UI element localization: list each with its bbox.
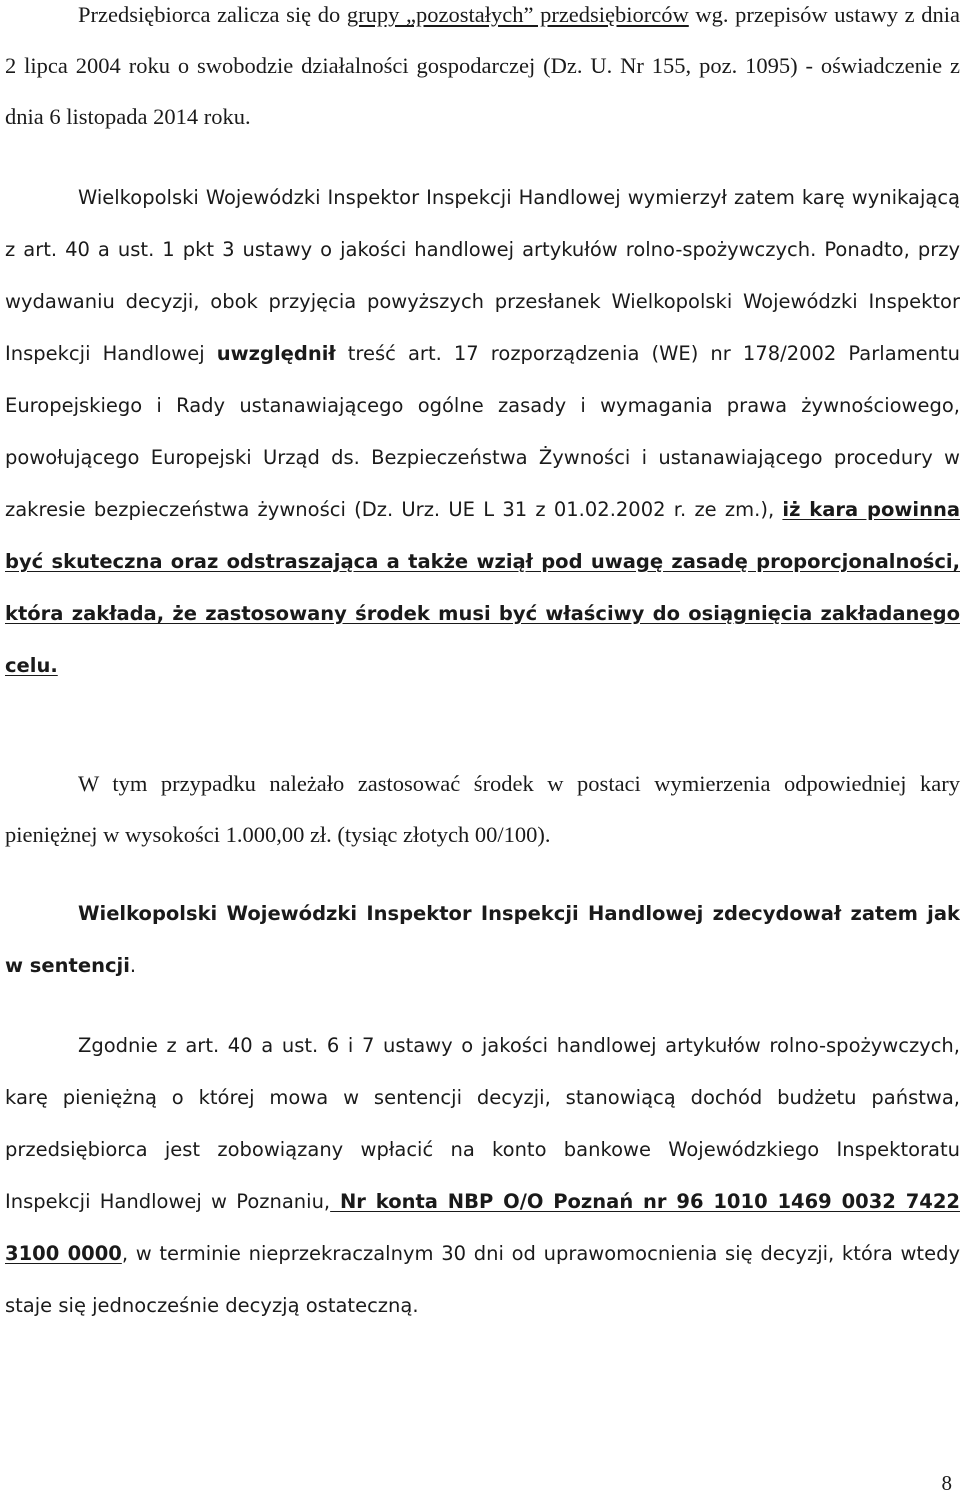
bold-underlined-text-segment: iż kara powinna być skuteczna oraz odstraszająca a także wziął pod uwagę zasadę proporcjonalności, która zakłada, że zastosowany środek musi być właściwy do osiągnięcia zakładanego celu. <box>5 498 960 677</box>
bold-text-segment: Wielkopolski Wojewódzki Inspektor Inspekcji Handlowej zdecydował zatem jak w sentencji <box>5 902 960 977</box>
page-number: 8 <box>941 1471 952 1495</box>
text-segment: W tym przypadku należało zastosować środek w postaci wymierzenia odpowiedniej kary pieniężnej w wysokości 1.000,00 zł. (tysiąc złotych 00/100). <box>5 771 960 847</box>
underlined-text-segment: grupy „pozostałych” przedsiębiorców <box>346 2 689 27</box>
text-segment: wg. przepisów ustawy z dnia 2 lipca 2004 roku o swobodzie działalności gospodarczej (Dz. U. Nr 155, poz. 1095) - oświadczenie z dnia 6 listopada 2014 roku. <box>5 2 960 129</box>
text-segment: . <box>129 954 137 977</box>
bank-account-number: Nr konta NBP O/O Poznań nr 96 1010 1469 0032 7422 3100 0000 <box>5 1190 960 1265</box>
text-segment: treść art. 17 rozporządzenia (WE) nr 178/2002 Parlamentu Europejskiego i Rady ustanawiającego ogólne zasady i wymagania prawa żywnościowego, powołującego Europejski Urząd ds. Bezpieczeństwa Żywności i ustanawiającego procedury w zakresie bezpieczeństwa żywności (Dz. Urz. UE L 31 z 01.02.2002 r. ze zm.), <box>5 342 960 521</box>
text-segment: Przedsiębiorca zalicza się do <box>78 2 347 27</box>
paragraph-enterprise-category <box>5 0 960 142</box>
paragraph-payment-instructions <box>5 1019 960 1331</box>
text-segment: Zgodnie z art. 40 a ust. 6 i 7 ustawy o jakości handlowej artykułów rolno-spożywczych, karę pieniężną o której mowa w sentencji decyzji, stanowiącą dochód budżetu państwa, przedsiębiorca jest zobowiązany wpłacić na konto bankowe Wojewódzkiego Inspektoratu Inspekcji Handlowej w Poznaniu, <box>5 1034 960 1213</box>
paragraph-penalty-justification <box>5 171 960 691</box>
text-segment: 1 pkt 3 ustawy o jakości handlowej artykułów rolno-spożywczych. Ponadto, przy wydawaniu decyzji, obok przyjęcia powyższych przesłanek Wielkopolski Wojewódzki Inspektor Inspekcji Handlowej <box>5 238 960 365</box>
paragraph-decision <box>5 887 960 991</box>
paragraph-penalty-amount <box>5 758 960 860</box>
text-segment: Wielkopolski Wojewódzki Inspektor Inspekcji Handlowej wymierzył zatem karę wynikającą z art. 40 a ust. <box>5 186 960 261</box>
bold-text-segment: uwzględnił <box>216 342 336 365</box>
text-segment: , w terminie nieprzekraczalnym 30 dni od uprawomocnienia się decyzji, która wtedy staje się jednocześnie decyzją ostateczną. <box>5 1242 960 1317</box>
